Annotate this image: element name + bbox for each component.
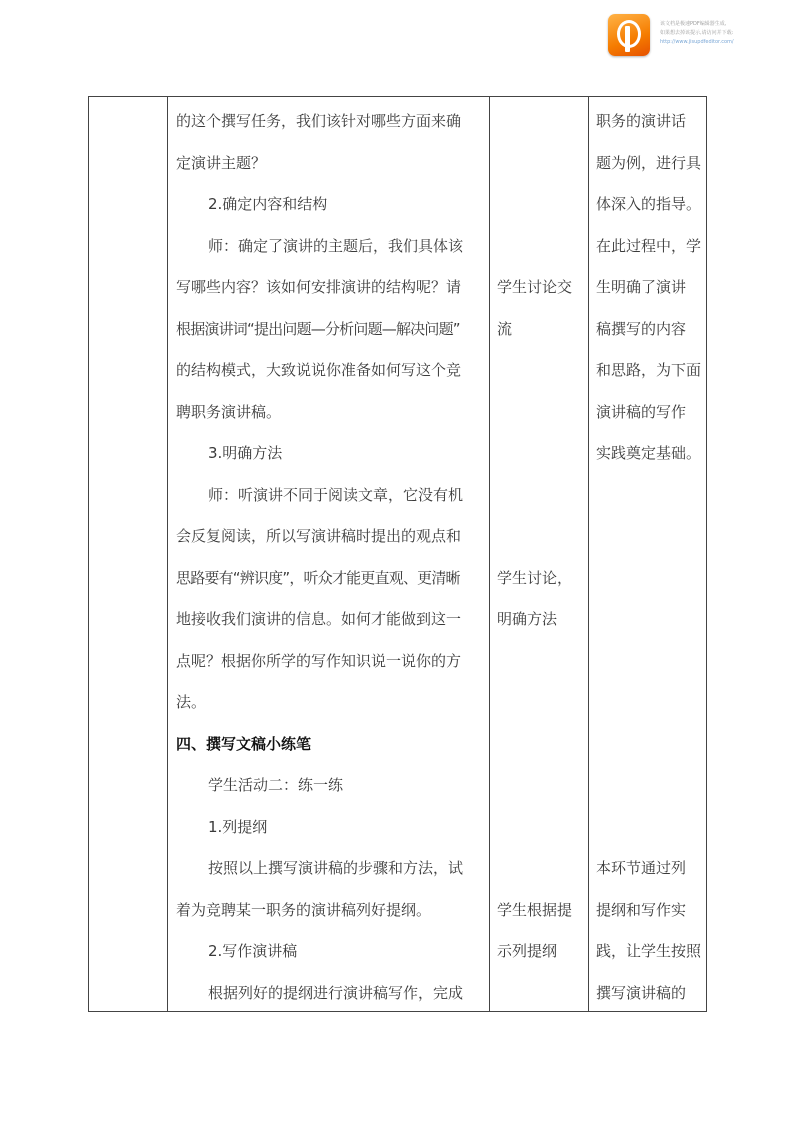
purpose-line: 稿撰写的内容 — [596, 320, 687, 338]
purpose-line: 本环节通过列 — [596, 859, 687, 877]
student-activity-line: 学生根据提 — [497, 901, 573, 919]
content-line: 定演讲主题？ — [176, 154, 267, 172]
pdf-editor-logo — [608, 14, 650, 56]
purpose-line: 生明确了演讲 — [596, 278, 687, 296]
watermark-line2: 如果想去掉该提示,请访问并下载: — [660, 30, 734, 36]
content-line: 3.明确方法 — [208, 444, 283, 462]
student-activity-line: 流 — [497, 320, 513, 338]
content-line: 聘职务演讲稿。 — [176, 403, 282, 421]
student-activity-line: 示列提纲 — [497, 942, 558, 960]
content-line: 2.写作演讲稿 — [208, 942, 298, 960]
content-line: 点呢？根据你所学的写作知识说一说你的方 — [176, 652, 462, 670]
content-line: 会反复阅读，所以写演讲稿时提出的观点和 — [176, 527, 462, 545]
student-activity-line: 明确方法 — [497, 610, 558, 628]
content-line: 根据演讲词“提出问题—分析问题—解决问题” — [176, 320, 460, 338]
content-line: 着为竞聘某一职务的演讲稿列好提纲。 — [176, 901, 432, 919]
purpose-line: 在此过程中，学 — [596, 237, 702, 255]
content-line: 按照以上撰写演讲稿的步骤和方法，试 — [208, 859, 464, 877]
purpose-line: 践，让学生按照 — [596, 942, 702, 960]
section-heading: 四、撰写文稿小练笔 — [176, 735, 312, 753]
content-line: 师：听演讲不同于阅读文章，它没有机 — [208, 486, 464, 504]
content-line: 师：确定了演讲的主题后，我们具体该 — [208, 237, 464, 255]
purpose-line: 职务的演讲话 — [596, 112, 687, 130]
column-divider — [588, 97, 589, 1011]
purpose-line: 体深入的指导。 — [596, 195, 702, 213]
watermark-url: http://www.jisupdfeditor.com/ — [660, 39, 734, 45]
purpose-line: 和思路，为下面 — [596, 361, 702, 379]
watermark-line1: 该文档是极速PDF编辑器生成, — [660, 21, 727, 27]
content-line: 法。 — [176, 693, 207, 711]
content-line: 写哪些内容？该如何安排演讲的结构呢？请 — [176, 278, 462, 296]
purpose-line: 实践奠定基础。 — [596, 444, 702, 462]
content-line: 1.列提纲 — [208, 818, 268, 836]
purpose-line: 撰写演讲稿的 — [596, 984, 687, 1002]
purpose-line: 演讲稿的写作 — [596, 403, 687, 421]
lesson-table — [88, 96, 707, 1012]
student-activity-line: 学生讨论， — [497, 569, 573, 587]
content-line: 思路要有“辨识度”，听众才能更直观、更清晰 — [176, 569, 460, 587]
logo-stem-shape — [625, 26, 630, 52]
content-line: 的结构模式，大致说说你准备如何写这个竞 — [176, 361, 462, 379]
column-divider — [167, 97, 168, 1011]
purpose-line: 题为例，进行具 — [596, 154, 702, 172]
content-line: 学生活动二：练一练 — [208, 776, 344, 794]
student-activity-line: 学生讨论交 — [497, 278, 573, 296]
content-line: 的这个撰写任务，我们该针对哪些方面来确 — [176, 112, 462, 130]
watermark-text — [660, 20, 790, 47]
content-line: 根据列好的提纲进行演讲稿写作，完成 — [208, 984, 464, 1002]
content-line: 2.确定内容和结构 — [208, 195, 328, 213]
purpose-line: 提纲和写作实 — [596, 901, 687, 919]
content-line: 地接收我们演讲的信息。如何才能做到这一 — [176, 610, 462, 628]
column-divider — [489, 97, 490, 1011]
